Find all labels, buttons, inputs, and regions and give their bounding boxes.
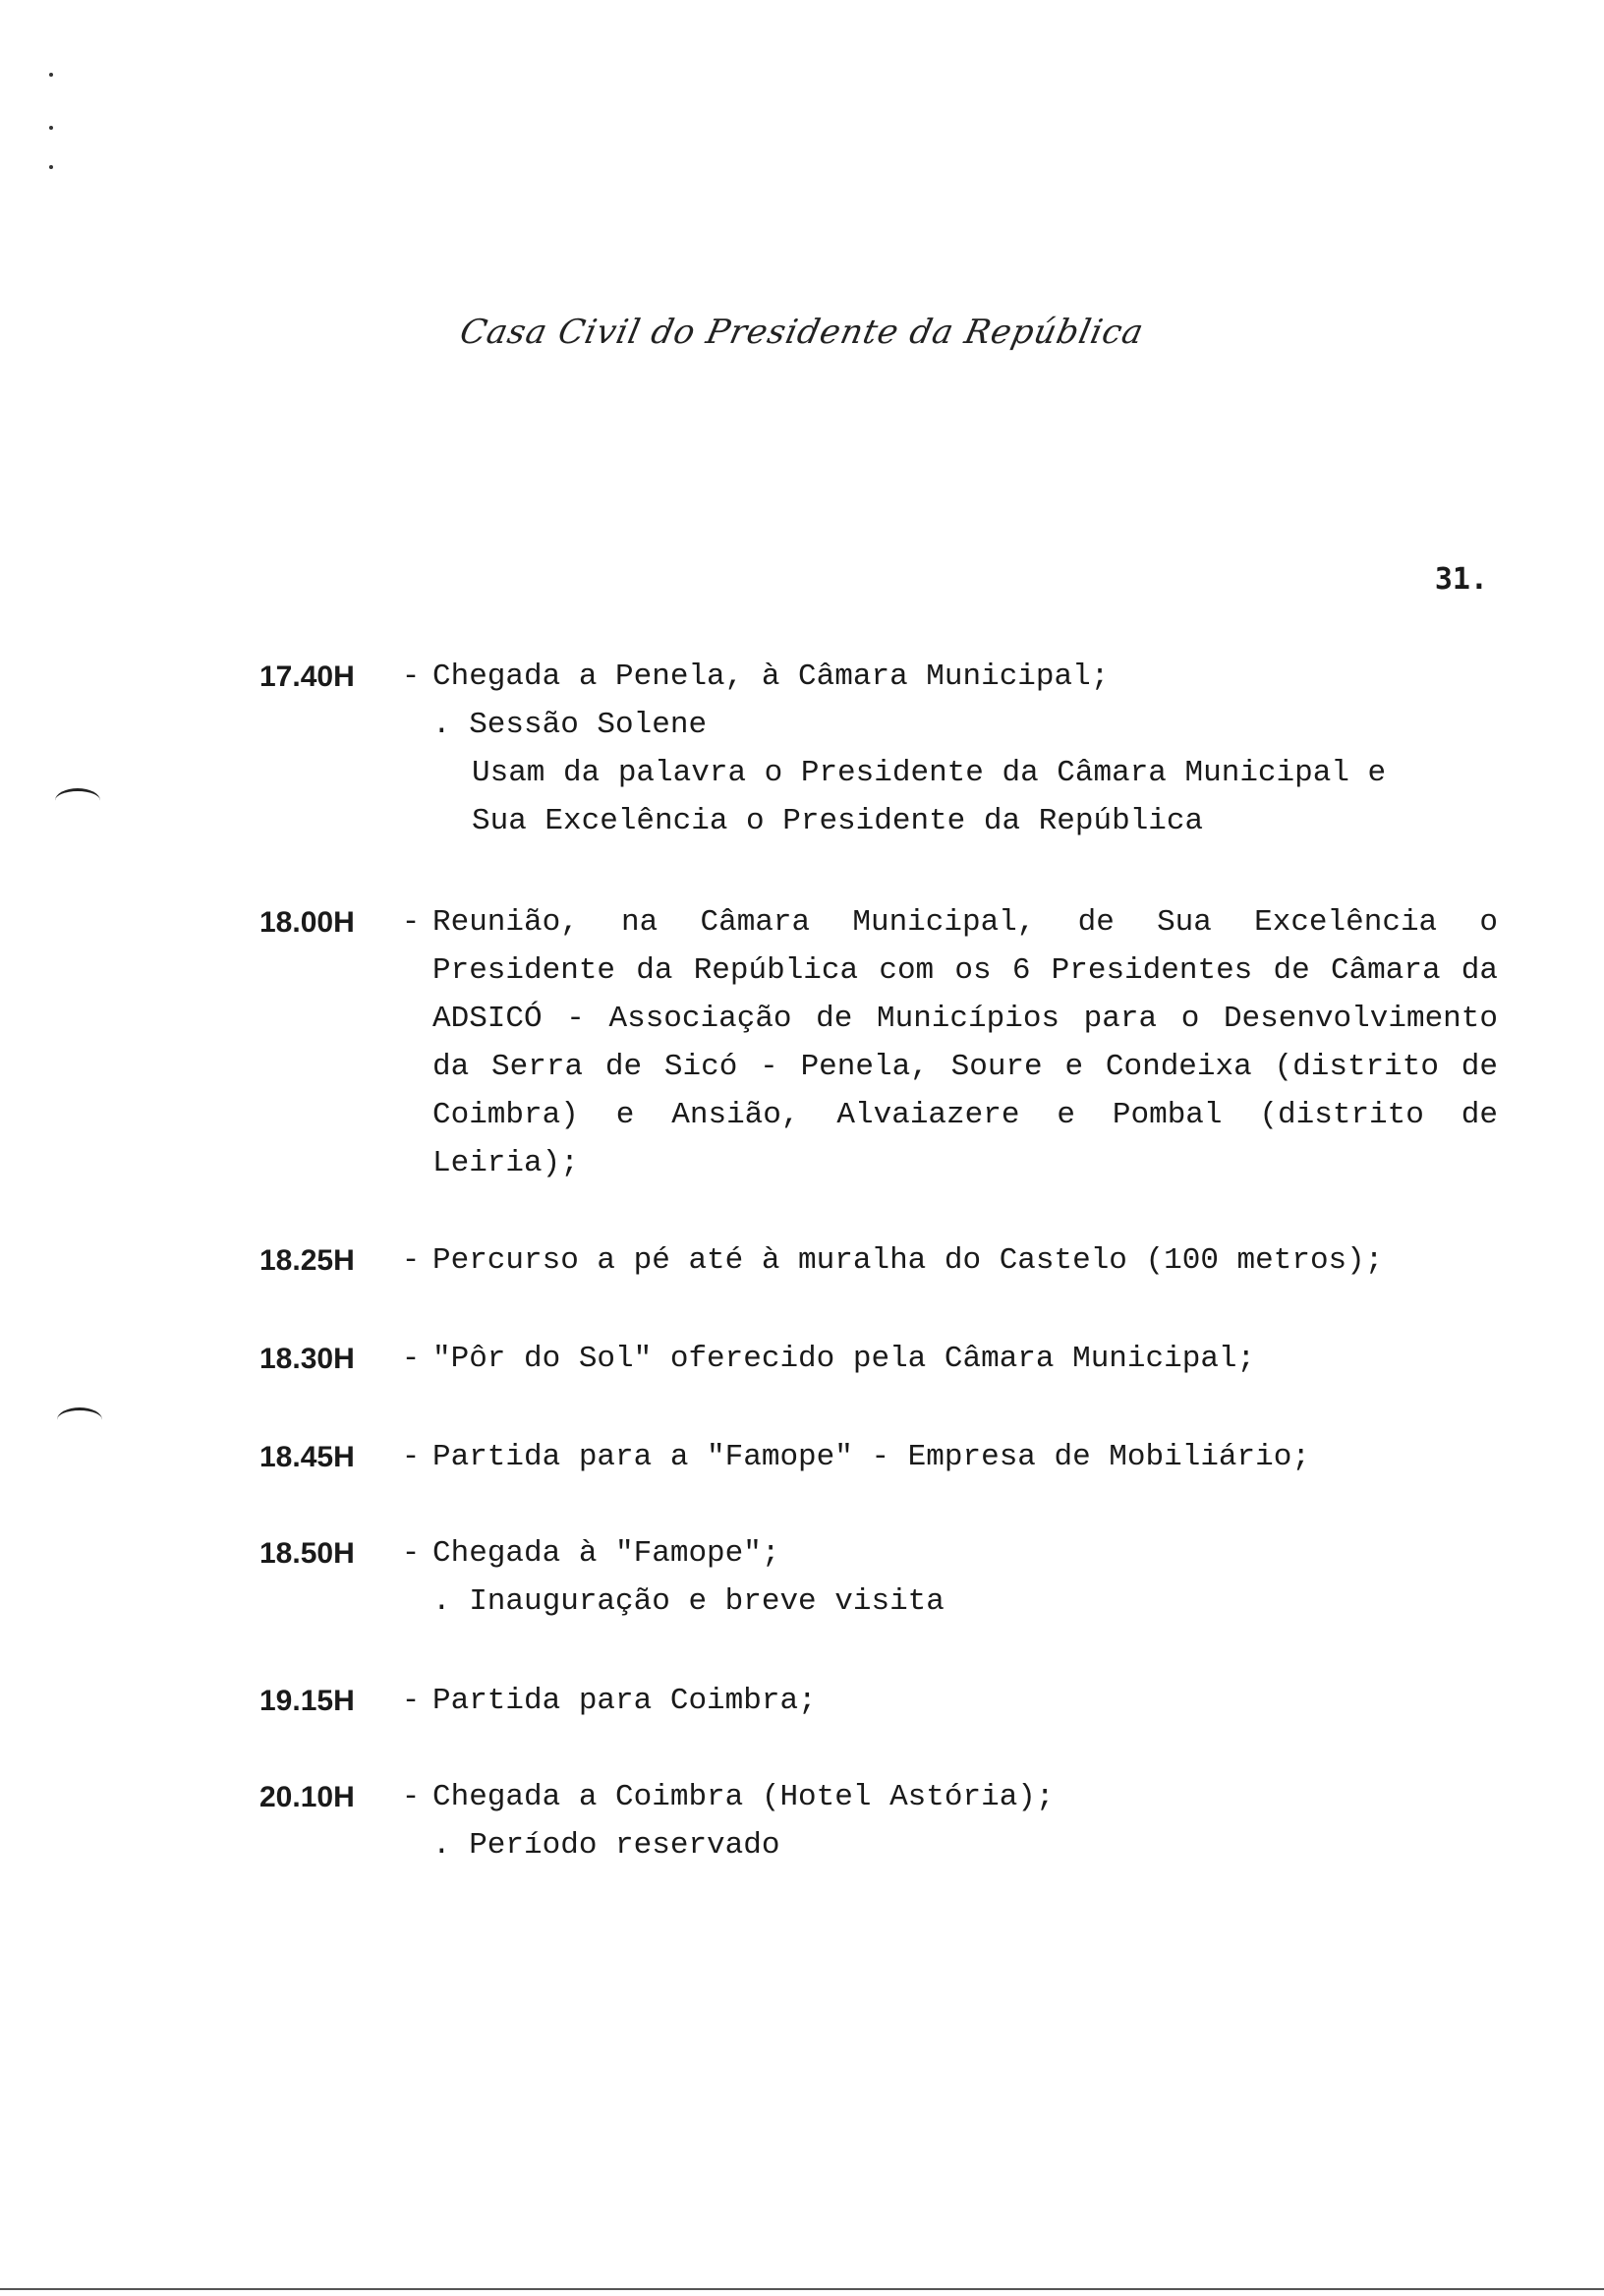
letterhead: Casa Civil do Presidente da República	[456, 313, 1148, 352]
entry-description: Reunião, na Câmara Municipal, de Sua Excelência o Presidente da República com os 6 Presidentes de Câmara da ADSICÓ - Associação de Municípios para o Desenvolvimento da Serra de Sicó - Penela, Soure e Condeixa (distrito de Coimbra) e Ansião, Alvaiazere e Pombal (distrito de Leiria);	[432, 905, 1498, 1180]
entry-dash: -	[401, 1780, 421, 1814]
margin-mark	[49, 73, 53, 77]
punch-hole-mark	[57, 1407, 102, 1432]
schedule-entry	[259, 1773, 1498, 1869]
entry-sub-text: Usam da palavra o Presidente da Câmara Municipal e	[472, 756, 1387, 790]
entry-time: 18.25H	[259, 1244, 355, 1277]
entry-time: 18.00H	[259, 906, 355, 939]
page-number: 31.	[1434, 562, 1488, 597]
bottom-rule	[0, 2288, 1604, 2290]
margin-mark	[49, 126, 53, 130]
entry-description: "Pôr do Sol" oferecido pela Câmara Municipal;	[432, 1342, 1256, 1376]
schedule-entry	[259, 1335, 1498, 1383]
schedule-entry	[259, 1433, 1498, 1481]
entry-description: Partida para Coimbra;	[432, 1684, 817, 1718]
entry-dash: -	[401, 1440, 421, 1474]
entry-time: 18.30H	[259, 1343, 355, 1375]
schedule-entry	[259, 653, 1498, 845]
schedule-entry	[259, 1236, 1498, 1285]
entry-time: 18.45H	[259, 1441, 355, 1473]
schedule-entry	[259, 1529, 1498, 1626]
entry-dash: -	[401, 1243, 421, 1278]
entry-description: Partida para a "Famope" - Empresa de Mobiliário;	[432, 1440, 1310, 1474]
entry-description: Chegada a Penela, à Câmara Municipal;	[432, 660, 1110, 694]
margin-mark	[49, 165, 53, 169]
entry-time: 18.50H	[259, 1537, 355, 1570]
entry-dash: -	[401, 905, 421, 940]
entry-dash: -	[401, 1536, 421, 1571]
entry-time: 20.10H	[259, 1781, 355, 1813]
punch-hole-mark	[55, 788, 100, 813]
entry-sub-item: . Inauguração e breve visita	[432, 1584, 945, 1619]
entry-dash: -	[401, 1342, 421, 1376]
entry-time: 19.15H	[259, 1685, 355, 1717]
entry-description: Chegada à "Famope";	[432, 1536, 780, 1571]
entry-description: Percurso a pé até à muralha do Castelo (100 metros);	[432, 1243, 1384, 1278]
entry-sub-item: . Sessão Solene	[432, 708, 708, 742]
entry-dash: -	[401, 1684, 421, 1718]
entry-sub-text: Sua Excelência o Presidente da República	[472, 804, 1204, 838]
entry-time: 17.40H	[259, 660, 355, 693]
schedule-entry	[259, 1677, 1498, 1725]
entry-sub-item: . Período reservado	[432, 1828, 780, 1863]
entry-dash: -	[401, 660, 421, 694]
entry-description: Chegada a Coimbra (Hotel Astória);	[432, 1780, 1055, 1814]
schedule-entry	[259, 898, 1498, 1187]
